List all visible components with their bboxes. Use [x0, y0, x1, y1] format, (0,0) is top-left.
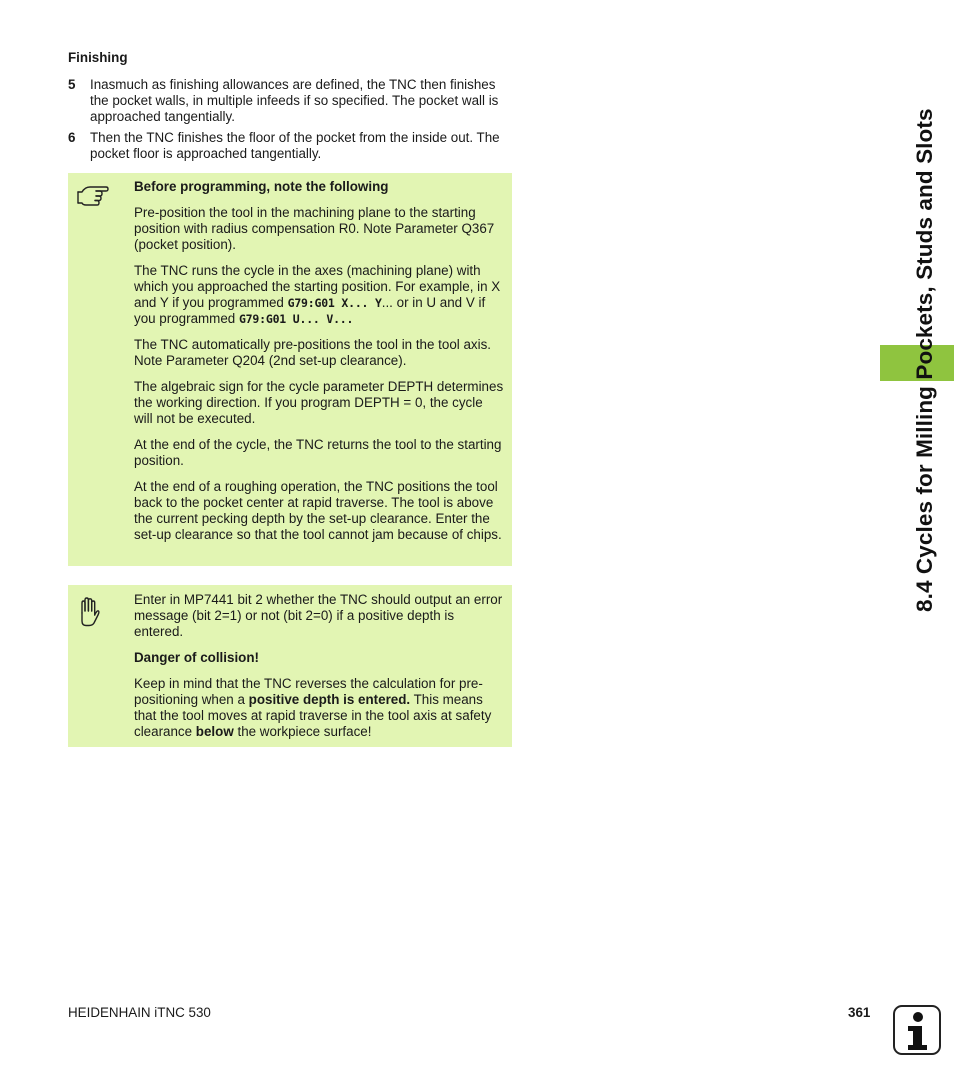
step-number: 5 — [68, 77, 76, 92]
info-icon — [893, 1005, 941, 1055]
step-5 — [68, 77, 514, 125]
note-paragraph: At the end of a roughing operation, the TNC positions the tool back to the pocket center at rapid traverse. The tool is above the current pecking depth by the set-up clearance. Enter the set-up clearance so that the tool cannot jam because of chips. — [134, 479, 502, 542]
section-heading: Finishing — [68, 50, 128, 65]
step-text: Then the TNC finishes the floor of the pocket from the inside out. The pocket floor is approached tangentially. — [90, 130, 500, 161]
pointing-hand-icon — [76, 183, 110, 211]
note-paragraph-warning: Keep in mind that the TNC reverses the calculation for pre-positioning when a positive depth is entered. This means that the tool moves at rapid traverse in the tool axis at safety clearance below the workpiece surface! — [134, 676, 492, 739]
step-number: 6 — [68, 130, 76, 145]
programming-note — [68, 173, 512, 566]
page-number: 361 — [848, 1005, 871, 1020]
code-snippet: G79:G01 X... Y — [287, 296, 382, 310]
danger-heading: Danger of collision! — [134, 650, 259, 665]
collision-warning-note — [68, 585, 512, 747]
step-6 — [68, 130, 514, 162]
note-paragraph: At the end of the cycle, the TNC returns the tool to the starting position. — [134, 437, 502, 468]
note-paragraph: The algebraic sign for the cycle parameter DEPTH determines the working direction. If you program DEPTH = 0, the cycle will not be executed. — [134, 379, 504, 426]
note-paragraph-axes: The TNC runs the cycle in the axes (machining plane) with which you approached the starting position. For example, in X and Y if you programmed G79:G01 X... Y... or in U and V if you programmed G79:G01 U... V... — [134, 263, 501, 326]
footer-product: HEIDENHAIN iTNC 530 — [68, 1005, 211, 1020]
step-text: Inasmuch as finishing allowances are defined, the TNC then finishes the pocket walls, in multiple infeeds if so specified. The pocket wall is approached tangentially. — [90, 77, 499, 124]
chapter-title: 8.4 Cycles for Milling Pockets, Studs and Slots — [912, 108, 937, 612]
code-snippet: G79:G01 U... V... — [238, 312, 354, 326]
note-paragraph: The TNC automatically pre-positions the tool in the tool axis. Note Parameter Q204 (2nd set-up clearance). — [134, 337, 492, 368]
stop-hand-icon — [78, 597, 100, 631]
note-title: Before programming, note the following — [134, 179, 389, 194]
note-paragraph: Pre-position the tool in the machining plane to the starting position with radius compensation R0. Note Parameter Q367 (pocket position). — [134, 205, 495, 252]
note-paragraph: Enter in MP7441 bit 2 whether the TNC should output an error message (bit 2=1) or not (bit 2=0) if a positive depth is entered. — [134, 592, 503, 639]
